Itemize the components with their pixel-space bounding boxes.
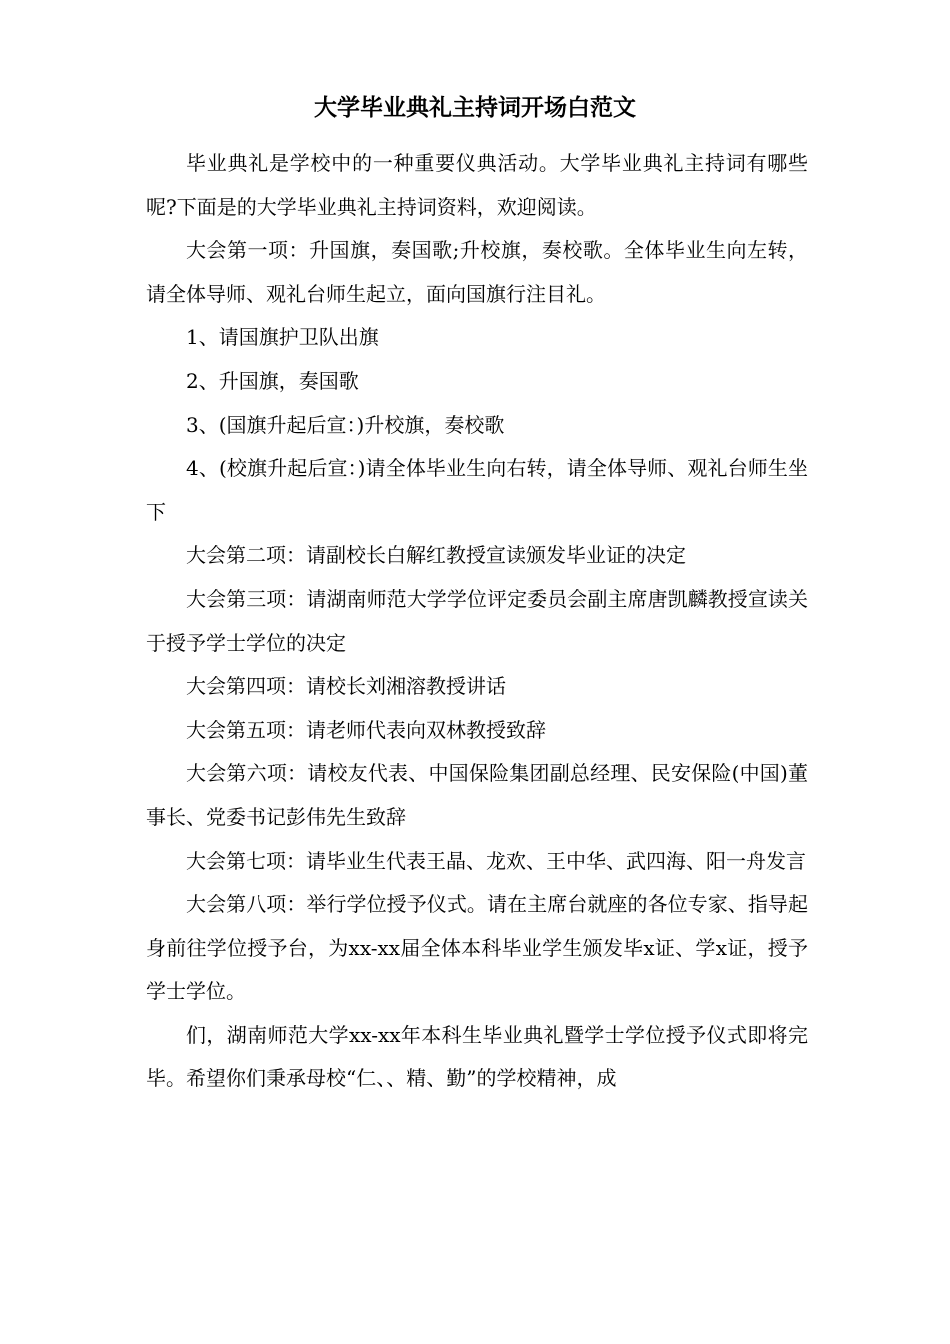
paragraph: 大会第八项：举行学位授予仪式。请在主席台就座的各位专家、指导起身前往学位授予台，为xx-xx届全体本科毕业学生颁发毕x证、学x证，授予学士学位。 [146,892,808,1004]
paragraph: 大会第五项：请老师代表向双林教授致辞 [186,717,546,742]
paragraph: 2、升国旗，奏国歌 [186,368,359,393]
paragraph: 们，湖南师范大学xx-xx年本科生毕业典礼暨学士学位授予仪式即将完毕。希望你们秉承母校“仁、、精、勤”的学校精神，成 [146,1022,808,1091]
paragraph: 毕业典礼是学校中的一种重要仪典活动。大学毕业典礼主持词有哪些呢?下面是的大学毕业典礼主持词资料，欢迎阅读。 [146,151,808,219]
paragraph: 大会第六项：请校友代表、中国保险集团副总经理、民安保险(中国)董事长、党委书记彭伟先生致辞 [146,761,808,829]
paragraph: 大会第四项：请校长刘湘溶教授讲话 [186,674,506,699]
document-title: 大学毕业典礼主持词开场白范文 [314,94,636,121]
paragraph: 3、(国旗升起后宣：)升校旗，奏校歌 [186,412,505,437]
paragraph: 大会第一项：升国旗，奏国歌;升校旗，奏校歌。全体毕业生向左转，请全体导师、观礼台师生起立，面向国旗行注目礼。 [146,238,808,306]
paragraph: 大会第二项：请副校长白解红教授宣读颁发毕业证的决定 [186,543,686,568]
paragraph: 1、请国旗护卫队出旗 [186,325,379,350]
document-body [146,142,808,1101]
paragraph: 大会第三项：请湖南师范大学学位评定委员会副主席唐凯麟教授宣读关于授予学士学位的决定 [146,586,808,655]
paragraph: 4、(校旗升起后宣：)请全体毕业生向右转，请全体导师、观礼台师生坐下 [146,456,808,524]
paragraph: 大会第七项：请毕业生代表王晶、龙欢、王中华、武四海、阳一舟发言 [186,848,806,873]
